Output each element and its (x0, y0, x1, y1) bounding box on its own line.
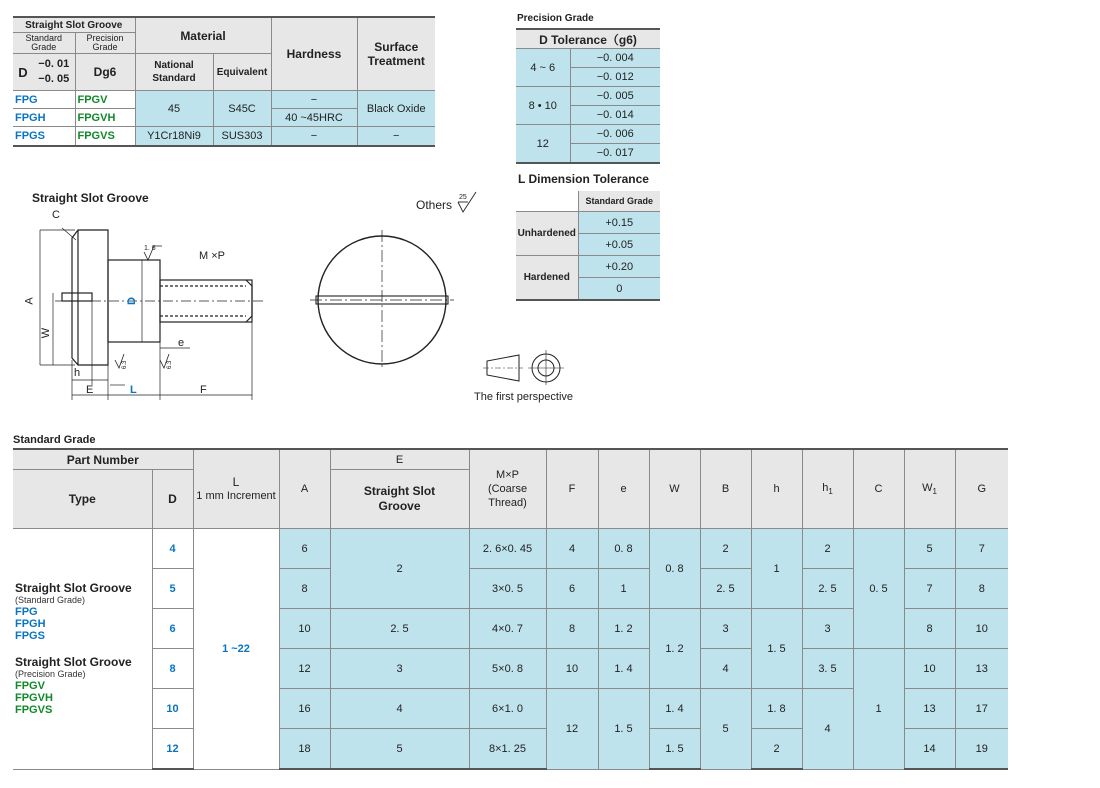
d-range: 4 ~ 6 (516, 49, 570, 87)
standard-grade-table (13, 448, 1008, 770)
l-label: Hardened (516, 256, 578, 301)
h1-value: 3 (802, 609, 853, 649)
e-small-value: 1. 4 (598, 649, 649, 689)
d-tol-upper: −0. 01 (38, 58, 70, 70)
d-range: 8 • 10 (516, 87, 570, 125)
w-value: 1. 5 (649, 729, 700, 770)
b-value: 2 (700, 529, 751, 569)
w1-value: 13 (904, 689, 955, 729)
l-range: 1 ~22 (193, 529, 279, 770)
l-label: Unhardened (516, 212, 578, 256)
g-value: 7 (955, 529, 1008, 569)
d-value: 5 (152, 569, 193, 609)
g-value: 17 (955, 689, 1008, 729)
standard-table-title: Standard Grade (13, 434, 96, 446)
equivalent-value: S45C (213, 91, 271, 127)
type-std-grade: (Standard Grade) (15, 594, 86, 605)
std-code: FPGH (13, 109, 75, 127)
surface-header: Surface Treatment (357, 17, 435, 91)
precision-grade-header: Precision Grade (75, 33, 135, 54)
equivalent-header: Equivalent (213, 54, 271, 91)
l-header: L (232, 475, 240, 489)
l-tolerance-table (516, 191, 660, 301)
e-value: 4 (330, 689, 469, 729)
h-value: 1 (751, 529, 802, 609)
type-prec-grade: (Precision Grade) (15, 668, 86, 679)
e-value: 2 (330, 529, 469, 609)
d-tolerance-header: D Tolerance（g6) (516, 29, 660, 49)
d-tolerance-table (516, 28, 660, 164)
f-value: 12 (546, 689, 598, 770)
h1-value: 3. 5 (802, 649, 853, 689)
e-value: 2. 5 (330, 609, 469, 649)
hardness-header: Hardness (271, 17, 357, 91)
side-view-drawing (20, 200, 300, 405)
d-upper: −0. 004 (570, 49, 660, 68)
d-lower: −0. 014 (570, 106, 660, 125)
label-c: C (52, 209, 60, 221)
g-value: 13 (955, 649, 1008, 689)
l-tolerance-title: L Dimension Tolerance (518, 172, 649, 186)
f-value: 8 (546, 609, 598, 649)
mxp-value: 4×0. 7 (469, 609, 546, 649)
c-header: C (853, 449, 904, 529)
type-std-code: FPG (15, 605, 38, 618)
g-value: 10 (955, 609, 1008, 649)
mxp-header: M×P (496, 469, 519, 481)
l-lower: 0 (578, 278, 660, 301)
standard-grade-header: Standard Grade (13, 33, 75, 54)
label-d: D (125, 297, 138, 305)
l-upper: +0.20 (578, 256, 660, 278)
type-std-code: FPGS (15, 629, 45, 642)
e-value: 3 (330, 649, 469, 689)
a-value: 8 (279, 569, 330, 609)
e-sub-header: Straight Slot Groove (330, 470, 469, 529)
col-type-header: Straight Slot Groove (13, 17, 135, 33)
d-label: D (18, 64, 28, 80)
hardness-value: 40 ~45HRC (271, 109, 357, 127)
w1-value: 7 (904, 569, 955, 609)
h-value: 1. 8 (751, 689, 802, 729)
e-header: E (330, 449, 469, 470)
c-value: 0. 5 (853, 529, 904, 649)
type-std-code: FPGH (15, 617, 46, 630)
d-lower: −0. 017 (570, 144, 660, 164)
label-l: L (130, 384, 137, 396)
mxp-value: 2. 6×0. 45 (469, 529, 546, 569)
b-value: 2. 5 (700, 569, 751, 609)
w-header: W (649, 449, 700, 529)
label-mxp: M ×P (199, 250, 225, 262)
d-upper: −0. 005 (570, 87, 660, 106)
label-e: E (86, 384, 94, 396)
f-value: 6 (546, 569, 598, 609)
f-header: F (546, 449, 598, 529)
h-value: 2 (751, 729, 802, 770)
material-header: Material (135, 17, 271, 54)
type-prec-code: FPGVH (15, 691, 53, 704)
h1-header: $h_1$ (802, 449, 853, 529)
w1-header: $W_1$ (904, 449, 955, 529)
w-value: 1. 4 (649, 689, 700, 729)
std-code: FPGS (13, 127, 75, 147)
d-value: 10 (152, 689, 193, 729)
mxp-value: 8×1. 25 (469, 729, 546, 770)
g-value: 8 (955, 569, 1008, 609)
prec-code: FPGV (75, 91, 135, 109)
a-value: 16 (279, 689, 330, 729)
a-value: 10 (279, 609, 330, 649)
label-f: F (200, 384, 207, 396)
f-value: 4 (546, 529, 598, 569)
w1-value: 14 (904, 729, 955, 770)
hardness-value: − (271, 127, 357, 147)
front-view-drawing (310, 228, 455, 373)
g-header: G (955, 449, 1008, 529)
e-small-value: 1 (598, 569, 649, 609)
l-sub-header: 1 mm Increment (196, 490, 276, 502)
l-upper: +0.15 (578, 212, 660, 234)
e-small-header: e (598, 449, 649, 529)
d-range: 12 (516, 125, 570, 164)
label-a: A (23, 297, 36, 305)
e-value: 5 (330, 729, 469, 770)
national-value: 45 (135, 91, 213, 127)
prec-code: FPGVH (75, 109, 135, 127)
a-value: 18 (279, 729, 330, 770)
d-value: 6 (152, 609, 193, 649)
hardness-value: − (271, 91, 357, 109)
surface-value: Black Oxide (357, 91, 435, 127)
mxp-value: 6×1. 0 (469, 689, 546, 729)
std-code: FPG (13, 91, 75, 109)
national-value: Y1Cr18Ni9 (135, 127, 213, 147)
first-perspective-symbol (483, 349, 573, 385)
mxp-sub-header: (Coarse Thread) (487, 483, 528, 509)
type-header: Type (13, 470, 152, 529)
d-value: 12 (152, 729, 193, 770)
w-value: 0. 8 (649, 529, 700, 609)
roughness-small: 1. 6 (144, 245, 156, 252)
w1-value: 8 (904, 609, 955, 649)
material-table (13, 16, 435, 147)
drawing-title: Straight Slot Groove (32, 191, 149, 205)
b-value: 4 (700, 649, 751, 689)
prec-code: FPGVS (75, 127, 135, 147)
roughness-mark: 6.3 (122, 360, 128, 369)
mxp-value: 3×0. 5 (469, 569, 546, 609)
w-value: 1. 2 (649, 609, 700, 689)
h-header: h (751, 449, 802, 529)
d-tol-lower: −0. 05 (38, 73, 70, 85)
dg6-label: Dg6 (75, 54, 135, 91)
w1-value: 5 (904, 529, 955, 569)
e-small-value: 0. 8 (598, 529, 649, 569)
d-lower: −0. 012 (570, 68, 660, 87)
d-header: D (152, 470, 193, 529)
e-small-value: 1. 5 (598, 689, 649, 770)
label-h: h (74, 367, 81, 379)
a-value: 12 (279, 649, 330, 689)
roughness-others-symbol (456, 190, 482, 216)
roughness-mark: 6.3 (167, 360, 173, 369)
a-header: A (279, 449, 330, 529)
e-small-value: 1. 2 (598, 609, 649, 649)
a-value: 6 (279, 529, 330, 569)
d-upper: −0. 006 (570, 125, 660, 144)
l-lower: +0.05 (578, 234, 660, 256)
type-prec-title: Straight Slot Groove (15, 654, 132, 669)
b-value: 5 (700, 689, 751, 770)
d-tolerance-title: Precision Grade (517, 13, 594, 24)
h1-value: 2. 5 (802, 569, 853, 609)
equivalent-value: SUS303 (213, 127, 271, 147)
type-prec-code: FPGV (15, 679, 45, 692)
f-value: 10 (546, 649, 598, 689)
h-value: 1. 5 (751, 609, 802, 689)
type-std-title: Straight Slot Groove (15, 580, 132, 595)
g-value: 19 (955, 729, 1008, 770)
label-w: W (40, 327, 53, 339)
part-number-header: Part Number (13, 449, 193, 470)
l-tolerance-header: Standard Grade (578, 191, 660, 212)
w1-value: 10 (904, 649, 955, 689)
roughness-others-value: 25 (459, 194, 467, 201)
type-cell (13, 529, 152, 770)
d-value: 8 (152, 649, 193, 689)
national-standard-header: National Standard (135, 54, 213, 91)
first-perspective-label: The first perspective (474, 391, 574, 403)
others-label: Others (416, 198, 453, 212)
mxp-value: 5×0. 8 (469, 649, 546, 689)
c-value: 1 (853, 649, 904, 770)
b-value: 3 (700, 609, 751, 649)
label-e-small: e (178, 337, 185, 349)
d-value: 4 (152, 529, 193, 569)
type-prec-code: FPGVS (15, 703, 53, 716)
h1-value: 4 (802, 689, 853, 770)
surface-value: − (357, 127, 435, 147)
b-header: B (700, 449, 751, 529)
h1-value: 2 (802, 529, 853, 569)
